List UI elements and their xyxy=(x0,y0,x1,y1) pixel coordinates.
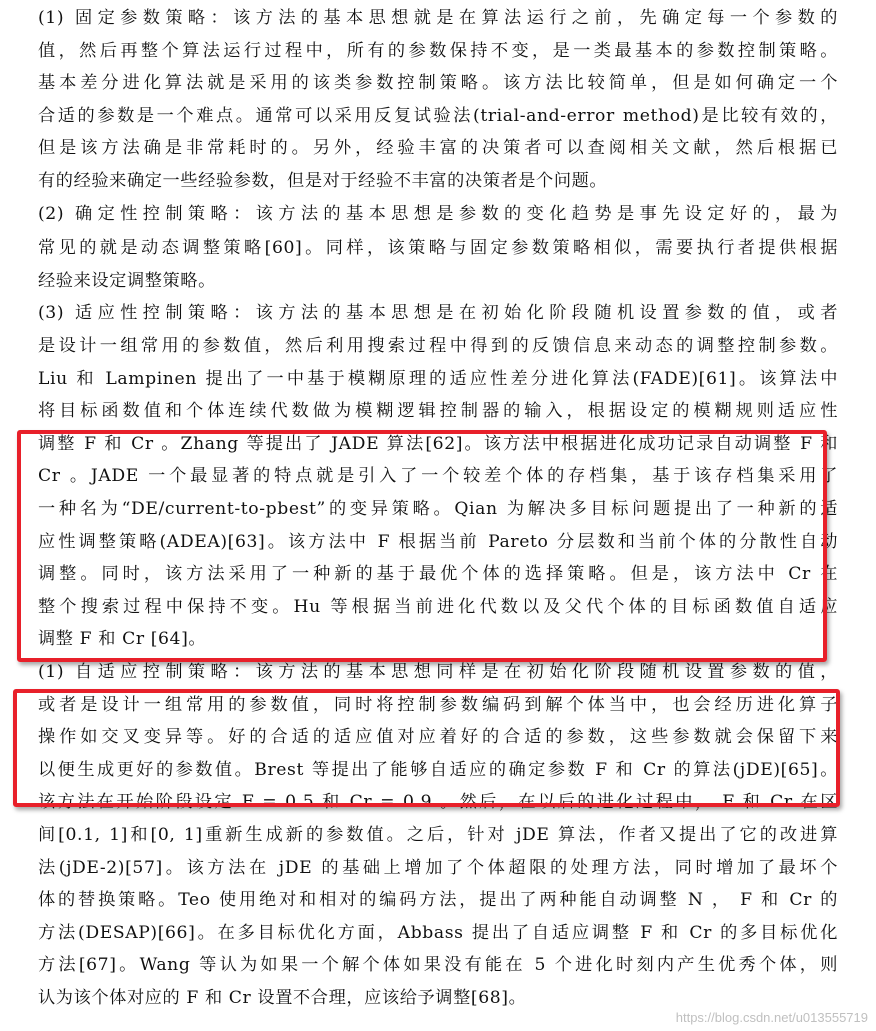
text-line: 整个搜索过程中保持不变。Hu 等根据当前进化代数以及父代个体的目标函数值自适应 xyxy=(38,596,838,617)
text-line: 该方法在开始阶段设定 F = 0.5 和 Cr = 0.9 。然后，在以后的进化过程中， F 和 Cr 在区 xyxy=(38,792,838,813)
text-line: 方法[67]。Wang 等认为如果一个解个体如果没有能在 5 个进化时刻内产生优秀个体，则 xyxy=(38,955,838,976)
text-line: 一种名为“DE/current-to-pbest”的变异策略。Qian 为解决多目标问题提出了一种新的适 xyxy=(38,498,838,519)
text-line: 是设计一组常用的参数值，然后利用搜索过程中得到的反馈信息来动态的调整控制参数。 xyxy=(38,335,838,356)
text-line: (2) 确定性控制策略：该方法的基本思想是参数的变化趋势是事先设定好的，最为 xyxy=(38,203,838,224)
text-line: 但是该方法确是非常耗时的。另外，经验丰富的决策者可以查阅相关文献，然后根据已 xyxy=(38,138,838,159)
text-line: 调整 F 和 Cr [64]。 xyxy=(38,629,207,650)
text-line: 调整。同时，该方法采用了一种新的基于最优个体的选择策略。但是，该方法中 Cr 在 xyxy=(38,564,838,585)
text-line: 体的替换策略。Teo 使用绝对和相对的编码方法，提出了两种能自动调整 N ， F 和 Cr 的 xyxy=(38,890,838,911)
text-line: (1) 自适应控制策略：该方法的基本思想同样是在初始化阶段随机设置参数的值， xyxy=(38,661,838,682)
text-line: 值，然后再整个算法运行过程中，所有的参数保持不变，是一类最基本的参数控制策略。 xyxy=(38,40,838,61)
text-line: 经验来设定调整策略。 xyxy=(38,270,216,291)
text-line: 调整 F 和 Cr 。Zhang 等提出了 JADE 算法[62]。该方法中根据进化成功记录自动调整 F 和 xyxy=(38,433,838,454)
text-line: 方法(DESAP)[66]。在多目标优化方面，Abbass 提出了自适应调整 F 和 Cr 的多目标优化 xyxy=(38,922,838,943)
text-line: 应性调整策略(ADEA)[63]。该方法中 F 根据当前 Pareto 分层数和当前个体的分散性自动 xyxy=(38,531,838,552)
text-line: Liu 和 Lampinen 提出了一中基于模糊原理的适应性差分进化算法(FADE)[61]。该算法中 xyxy=(38,368,838,389)
text-line: (3) 适应性控制策略：该方法的基本思想是在初始化阶段随机设置参数的值，或者 xyxy=(38,303,838,324)
text-line: 操作如交叉变异等。好的合适的适应值对应着好的合适的参数，这些参数就会保留下来 xyxy=(38,727,838,748)
text-line: 有的经验来确定一些经验参数，但是对于经验不丰富的决策者是个问题。 xyxy=(38,171,608,191)
text-line: 或者是设计一组常用的参数值，同时将控制参数编码到解个体当中，也会经历进化算子 xyxy=(38,694,838,715)
text-line: 将目标函数值和个体连续代数做为模糊逻辑控制器的输入，根据设定的模糊规则适应性 xyxy=(38,401,838,422)
text-line: Cr 。JADE 一个最显著的特点就是引入了一个较差个体的存档集，基于该存档集采用了 xyxy=(38,466,838,487)
text-line: 常见的就是动态调整策略[60]。同样，该策略与固定参数策略相似，需要执行者提供根据 xyxy=(38,238,838,259)
text-line: 间[0.1, 1]和[0, 1]重新生成新的参数值。之后，针对 jDE 算法，作者又提出了它的改进算 xyxy=(38,824,838,845)
text-line: 以便生成更好的参数值。Brest 等提出了能够自适应的确定参数 F 和 Cr 的算法(jDE)[65]。 xyxy=(38,759,838,780)
text-line: 认为该个体对应的 F 和 Cr 设置不合理，应该给予调整[68]。 xyxy=(38,987,527,1008)
text-line: 基本差分进化算法就是采用的该类参数控制策略。该方法比较简单，但是如何确定一个 xyxy=(38,73,838,94)
text-line: 法(jDE-2)[57]。该方法在 jDE 的基础上增加了个体超限的处理方法，同时增加了最坏个 xyxy=(38,857,838,878)
watermark: https://blog.csdn.net/u013555719 xyxy=(675,1010,868,1025)
text-line: 合适的参数是一个难点。通常可以采用反复试验法(trial-and-error method)是比较有效的， xyxy=(38,105,838,126)
text-line: (1) 固定参数策略：该方法的基本思想就是在算法运行之前，先确定每一个参数的 xyxy=(38,8,838,28)
